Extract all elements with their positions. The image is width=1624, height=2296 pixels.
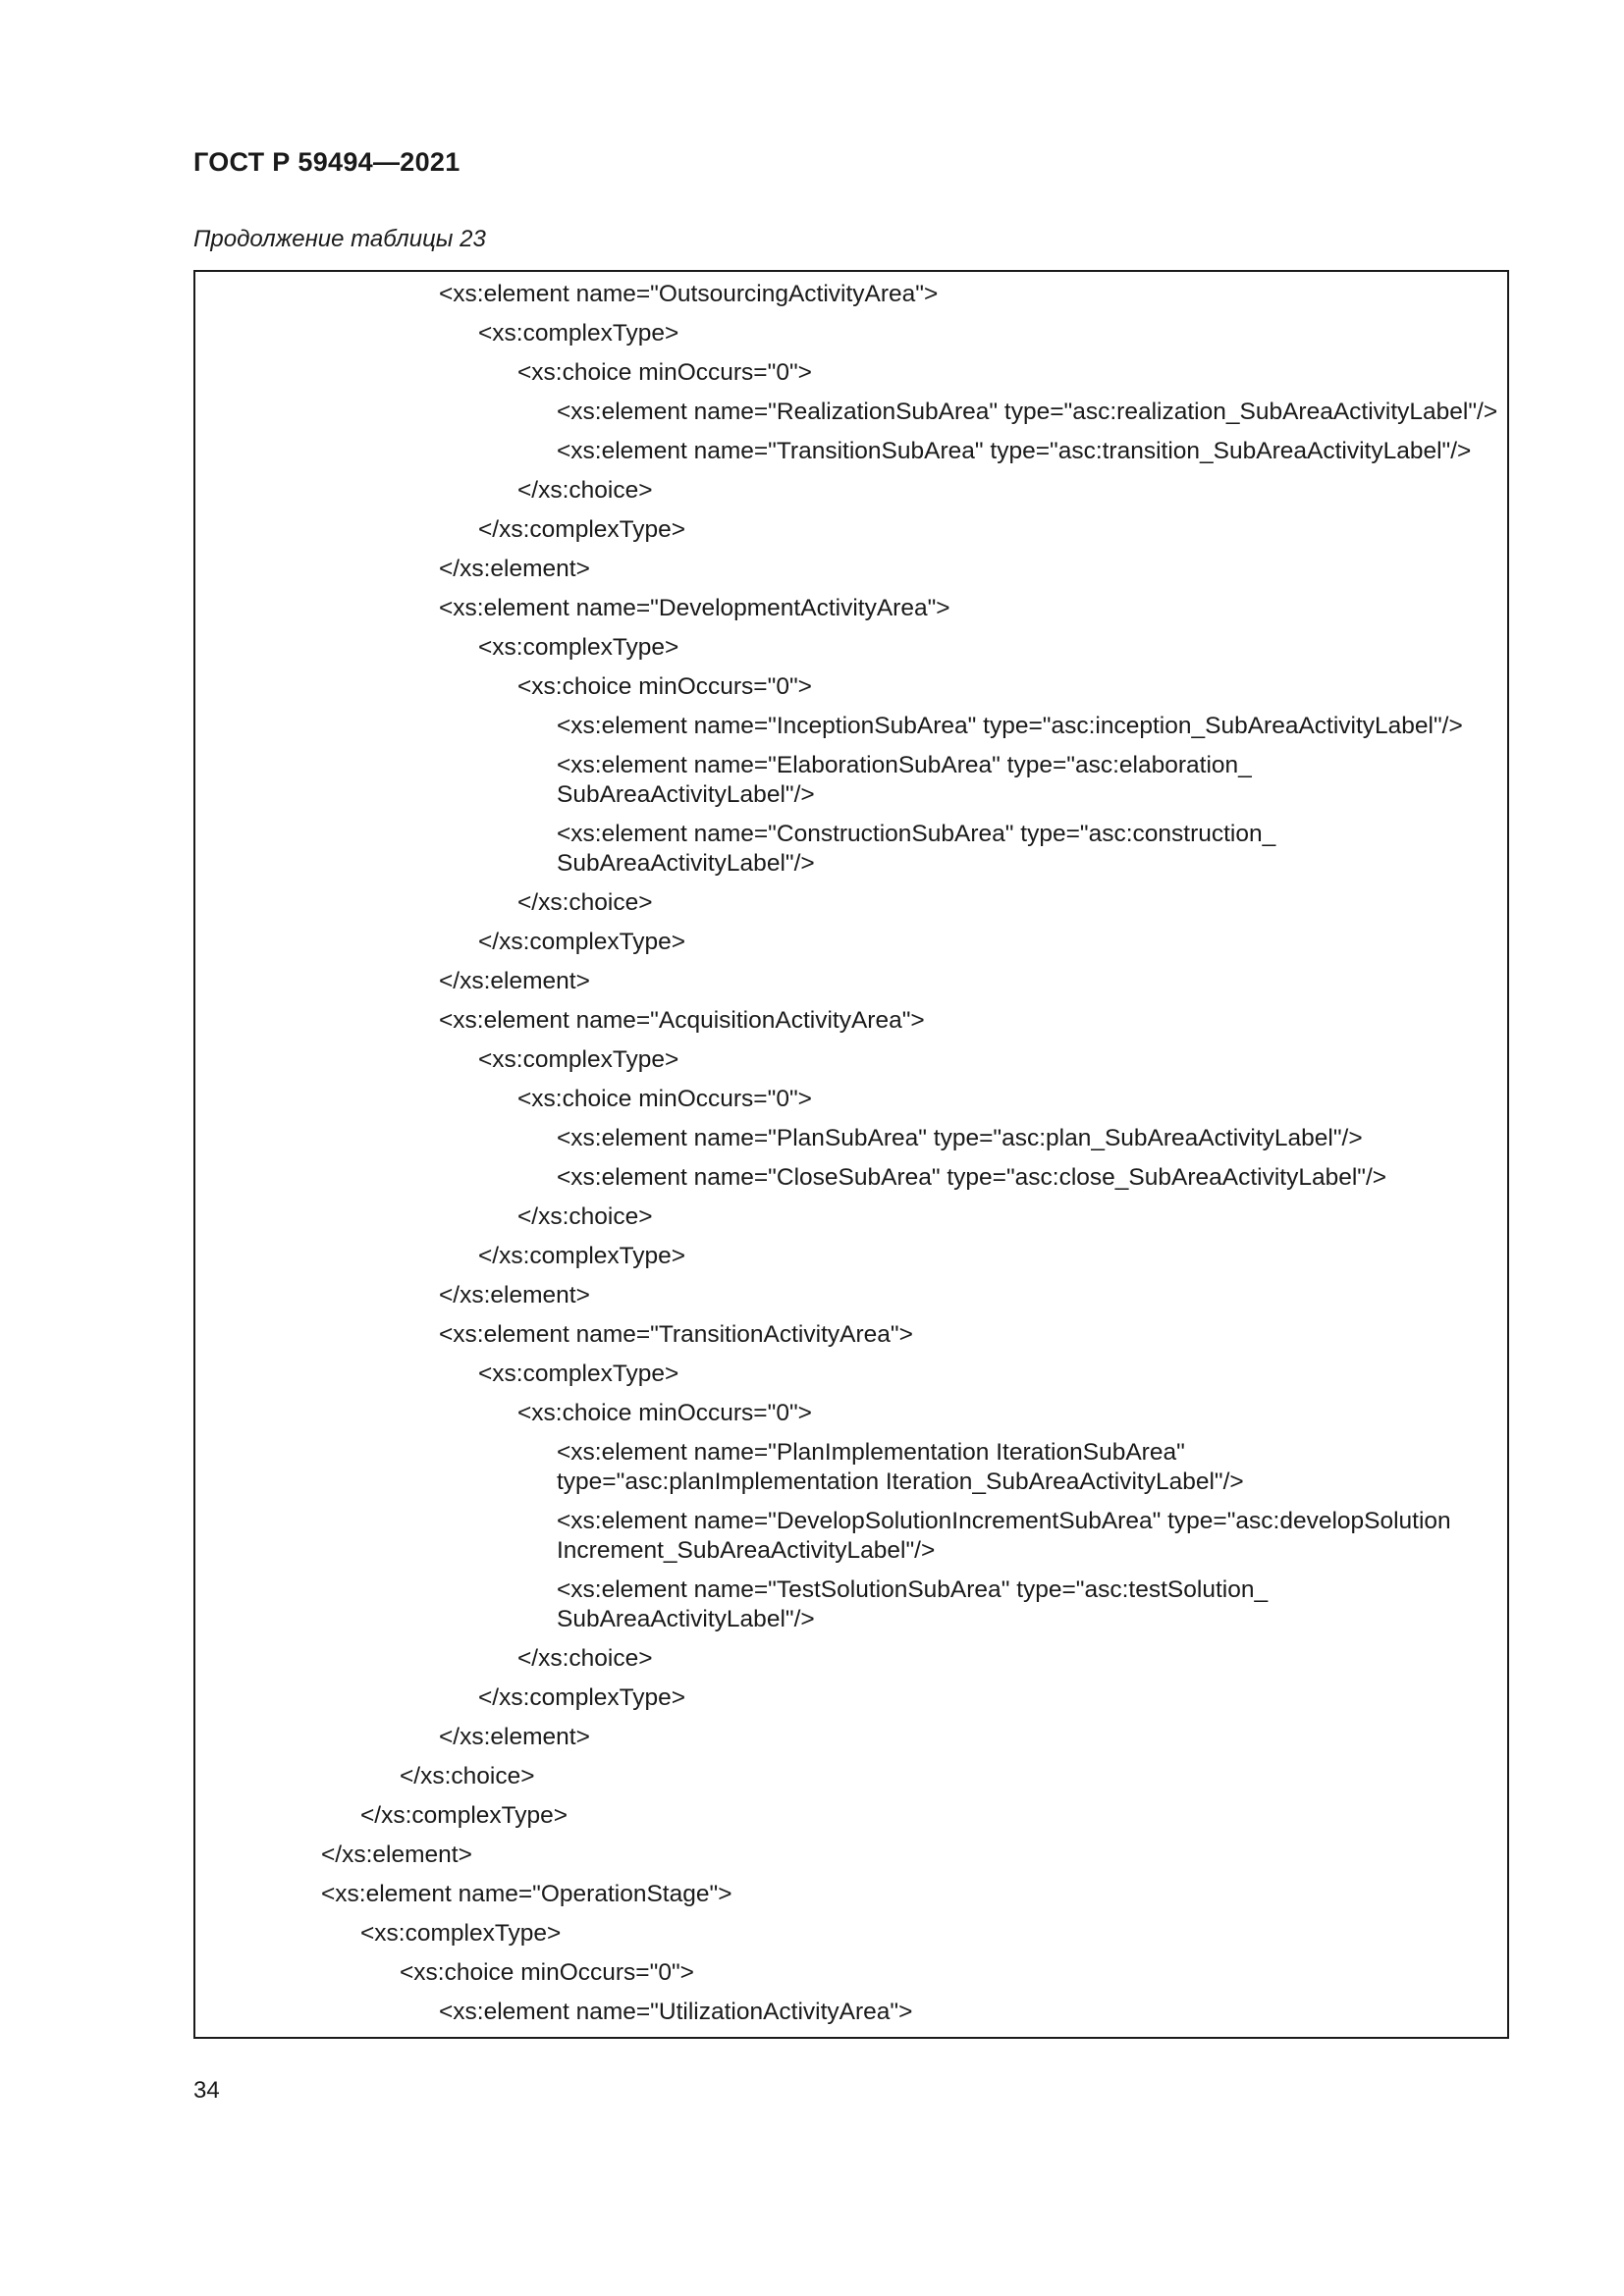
code-line: </xs:complexType>	[360, 1802, 568, 1829]
code-line: </xs:complexType>	[478, 1684, 686, 1711]
code-line: <xs:choice minOccurs="0">	[400, 1959, 694, 1986]
code-line: <xs:element name="InceptionSubArea" type="asc:inception_SubAreaActivityLabel"/>	[557, 713, 1463, 739]
code-line: <xs:complexType>	[478, 320, 679, 347]
page-number: 34	[193, 2077, 220, 2104]
code-line: <xs:element name="DevelopmentActivityArea">	[439, 595, 950, 621]
code-line: <xs:choice minOccurs="0">	[517, 1400, 812, 1426]
code-line: </xs:element>	[439, 556, 590, 582]
code-line: </xs:complexType>	[478, 1243, 686, 1269]
code-table-cell	[193, 270, 1509, 2039]
code-line: <xs:element name="UtilizationActivityArea">	[439, 1999, 913, 2025]
code-line: </xs:element>	[321, 1842, 472, 1868]
code-line: </xs:complexType>	[478, 516, 686, 543]
code-line: </xs:choice>	[400, 1763, 535, 1789]
code-line: </xs:choice>	[517, 889, 653, 916]
code-line: <xs:complexType>	[360, 1920, 562, 1947]
code-line: </xs:element>	[439, 968, 590, 994]
code-line: <xs:element name="OutsourcingActivityArea">	[439, 281, 939, 307]
document-header: ГОСТ Р 59494—2021	[193, 147, 460, 177]
code-line: </xs:element>	[439, 1282, 590, 1308]
code-line: <xs:element name="AcquisitionActivityArea">	[439, 1007, 925, 1034]
code-line: <xs:element name="TransitionSubArea" type="asc:transition_SubAreaActivityLabel"/>	[557, 438, 1472, 464]
code-line: </xs:complexType>	[478, 929, 686, 955]
code-line: <xs:element name="ElaborationSubArea" type="asc:elaboration_ SubAreaActivityLabel"/>	[557, 752, 1252, 808]
code-line: <xs:choice minOccurs="0">	[517, 1086, 812, 1112]
code-line: <xs:element name="PlanSubArea" type="asc:plan_SubAreaActivityLabel"/>	[557, 1125, 1363, 1151]
code-line: <xs:element name="CloseSubArea" type="asc:close_SubAreaActivityLabel"/>	[557, 1164, 1387, 1191]
code-line: <xs:element name="ConstructionSubArea" type="asc:construction_ SubAreaActivityLabel"/>	[557, 821, 1276, 877]
table-caption: Продолжение таблицы 23	[193, 226, 486, 252]
code-line: <xs:choice minOccurs="0">	[517, 359, 812, 386]
code-line: </xs:choice>	[517, 1203, 653, 1230]
code-line: </xs:choice>	[517, 1645, 653, 1672]
code-line: <xs:element name="DevelopSolutionIncrementSubArea" type="asc:developSolution Increment_SubAreaActivityLabel"/>	[557, 1508, 1451, 1564]
code-line: <xs:choice minOccurs="0">	[517, 673, 812, 700]
code-line: </xs:element>	[439, 1724, 590, 1750]
code-line: <xs:complexType>	[478, 1046, 679, 1073]
code-line: <xs:element name="PlanImplementation IterationSubArea" type="asc:planImplementation Iteration_SubAreaActivityLabel"/>	[557, 1439, 1244, 1495]
code-line: <xs:element name="TransitionActivityArea">	[439, 1321, 913, 1348]
code-line: <xs:element name="OperationStage">	[321, 1881, 732, 1907]
code-line: </xs:choice>	[517, 477, 653, 504]
code-line: <xs:complexType>	[478, 634, 679, 661]
code-line: <xs:element name="TestSolutionSubArea" type="asc:testSolution_ SubAreaActivityLabel"/>	[557, 1576, 1269, 1632]
code-line: <xs:complexType>	[478, 1361, 679, 1387]
code-line: <xs:element name="RealizationSubArea" type="asc:realization_SubAreaActivityLabel"/>	[557, 399, 1498, 425]
